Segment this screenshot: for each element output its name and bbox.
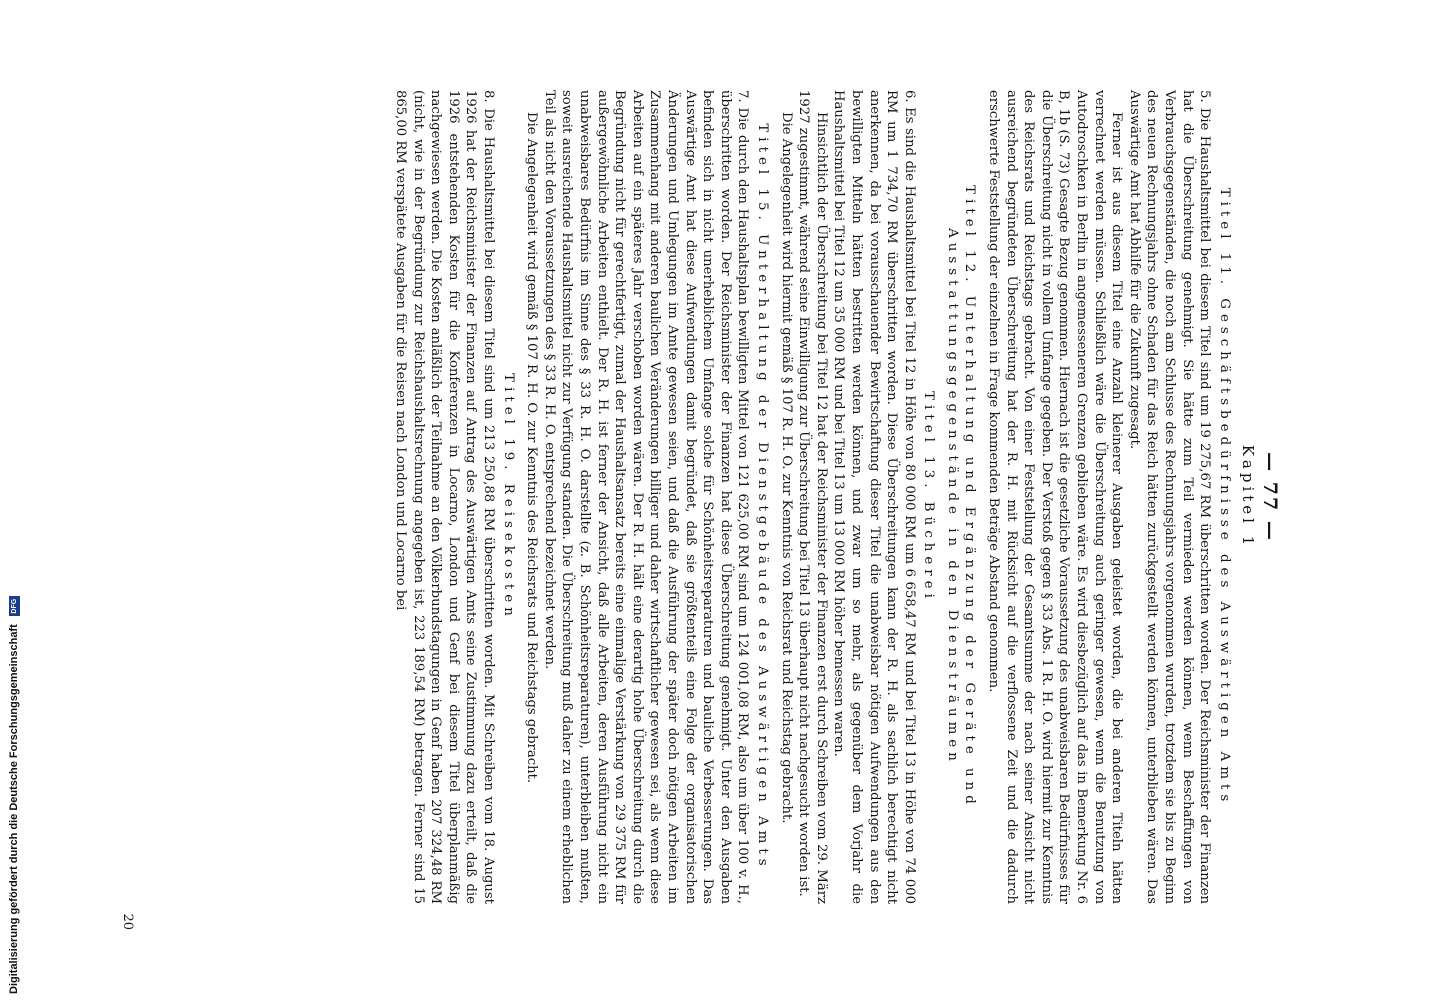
section-heading-titel-13: Titel 13. Bücherei xyxy=(921,391,937,603)
paragraph: 8. Die Haushaltsmittel bei diesem Titel sind um 213 250,88 RM überschritten worden. Mit Schreiben vom 18. August 1926 hat der Reichsminister der Finanzen auf Antrag des Auswärtigen Amts seine Zustimmung dazu erteilt, daß die 1926 entstehenden Kosten für die Konferenzen in Locarno, London und Genf bei diesem Titel überplanmäßig nachgewiesen werden. Die Kosten anläßlich der Teilnahme an den Völkerbundstagungen in Genf haben 207 324,48 RM (nicht, wie in der Begründung zur Reichshaushaltsrechnung angegeben ist, 223 189,54 RM) betragen. Ferner sind 15 865,00 RM verspätete Ausgaben für die Reisen nach London und Locarno bei xyxy=(393,90,497,904)
dfg-logo-icon: DFG xyxy=(9,596,20,616)
scanned-page xyxy=(104,64,1290,930)
section-heading-titel-19: Titel 19. Reisekosten xyxy=(500,373,516,621)
section-heading-titel-11: Titel 11. Geschäftsbedürfnisse des Auswärtigen Amts xyxy=(1216,187,1232,807)
paragraph: 6. Es sind die Haushaltsmittel bei Titel 12 in Höhe von 80 000 RM um 6 658,47 RM und bei Titel 13 in Höhe von 74 000 RM um 1 734,70 RM überschritten worden. Diese Überschreitungen kann der R. H. als sachlich berechtigt nicht anerkennen, da bei vorausschauender Bewirtschaftung dieser Titel die unabweisbar nötigen Aufwendungen aus den bewilligten Mitteln hätten bestritten werden können, und zwar um so mehr, als gegenüber dem Vorjahr die Haushaltsmittel bei Titel 12 um 35 000 RM und bei Titel 13 um 13 000 RM höher bemessen waren. xyxy=(831,90,917,904)
credit-line xyxy=(2,6,26,994)
credit-text: Digitalisierung gefördert durch die Deutsche Forschungsgemeinschaft xyxy=(8,624,20,994)
paragraph: 7. Die durch den Haushaltsplan bewilligten Mittel von 121 625,00 RM sind um 124 001,08 RM, also um über 100 v. H., überschritten worden. Der Reichsminister der Finanzen hat diese Überschreitung genehmigt. Unter den Ausgaben befinden sich in nicht unerheblichem Umfange solche für Schönheitsreparaturen und bauliche Verbesserungen. Das Auswärtige Amt hat diese Aufwendungen damit begründet, daß sie größtenteils eine Folge der organisatorischen Änderungen und Umlegungen im Amte gewesen seien, und daß die Ausführung der später doch nötigen Arbeiten im Zusammenhang mit anderen baulichen Veränderungen billiger und daher wirtschaftlicher gewesen sei, als wenn diese Arbeiten auf ein späteres Jahr verschoben worden wären. Der R. H. hält eine derartig hohe Überschreitung durch die Begründung nicht für gerechtfertigt, zumal der Haushaltsansatz bereits eine einmalige Verstärkung von 29 375 RM für außergewöhnliche Arbeiten enthielt. Der R. H. ist ferner der Ansicht, daß alle Arbeiten, deren Ausführung nicht ein unabweisbares Bedürfnis im Sinne des § 33 R. H. O. darstellte (z. B. Schönheitsreparaturen), unterbleiben mußten, soweit ausreichende Haushaltsmittel nicht zur Verfügung standen. Die Überschreitung muß daher zu einem erheblichen Teil als nicht den Voraussetzungen des § 33 R. H. O. entsprechend bezeichnet werden. xyxy=(541,90,751,904)
paragraph: Die Angelegenheit wird gemäß § 107 R. H. O. zur Kenntnis des Reichsrats und Reichstags gebracht. xyxy=(524,112,540,784)
paragraph: Hinsichtlich der Überschreitung bei Titel 12 hat der Reichsminister der Finanzen erst durch Schreiben vom 29. März 1927 zugestimmt, während seine Einwilligung zur Überschreitung bei Titel 13 überhaupt nicht nachgesucht worden ist. xyxy=(796,90,829,904)
section-heading-titel-12: Titel 12. Unterhaltung und Ergänzung der Geräte und Ausstattungsgegenstände in den Diensträumen xyxy=(944,185,978,809)
sheet-number: 20 xyxy=(119,913,135,930)
chapter-heading: Kapitel 1 xyxy=(1239,444,1258,550)
paragraph: Die Angelegenheit wird hiermit gemäß § 107 R. H. O. zur Kenntnis von Reichsrat und Reichstag gebracht. xyxy=(778,112,794,824)
paragraph: Ferner ist aus diesem Titel eine Anzahl kleinerer Ausgaben geleistet worden, die bei anderen Titeln hätten verrechnet werden müssen. Schließlich wäre die Überschreitung auch geringer gewesen, wenn die Benutzung von Autodroschken in Berlin in angemesseneren Grenzen geblieben wäre. Es wird diesbezüglich auf das in Bemerkung Nr. 6 B, 1b (S. 73) Gesagte Bezug genommen. Hiernach ist die gesetzliche Voraussetzung des unabweisbaren Bedürfnisses für die Überschreitung nicht in vollem Umfange gegeben. Der Verstoß gegen § 33 Abs. 1 R. H. O. wird hiermit zur Kenntnis des Reichsrats und Reichstags gebracht. Von einer Feststellung der Gesamtsumme der nach seiner Ansicht nicht ausreichend begründeten Überschreitung hat der R. H. mit Rücksicht auf die verflossene Zeit und die dadurch erschwerte Feststellung der einzelnen in Frage kommenden Beträge Abstand genommen. xyxy=(986,90,1125,904)
paragraph: 5. Die Haushaltsmittel bei diesem Titel sind um 19 275,67 RM überschritten worden. Der Reichsminister der Finanzen hat die Überschreitung genehmigt. Sie hätte zum Teil vermieden werden können, wenn Beschaffungen von Verbrauchsgegenständen, die noch am Schlusse des Rechnungsjahrs vorgenommen wurden, trotzdem sie bis zu Beginn des neuen Rechnungsjahrs ohne Schaden für das Reich hätten zurückgestellt werden können, unterblieben wären. Das Auswärtige Amt hat Abhilfe für die Zukunft zugesagt. xyxy=(1126,90,1213,904)
page-number: — 77 — xyxy=(1259,452,1281,542)
digitization-credit xyxy=(0,0,24,1000)
section-heading-titel-15: Titel 15. Unterhaltung der Dienstgebäude des Auswärtigen Amts xyxy=(754,123,770,871)
